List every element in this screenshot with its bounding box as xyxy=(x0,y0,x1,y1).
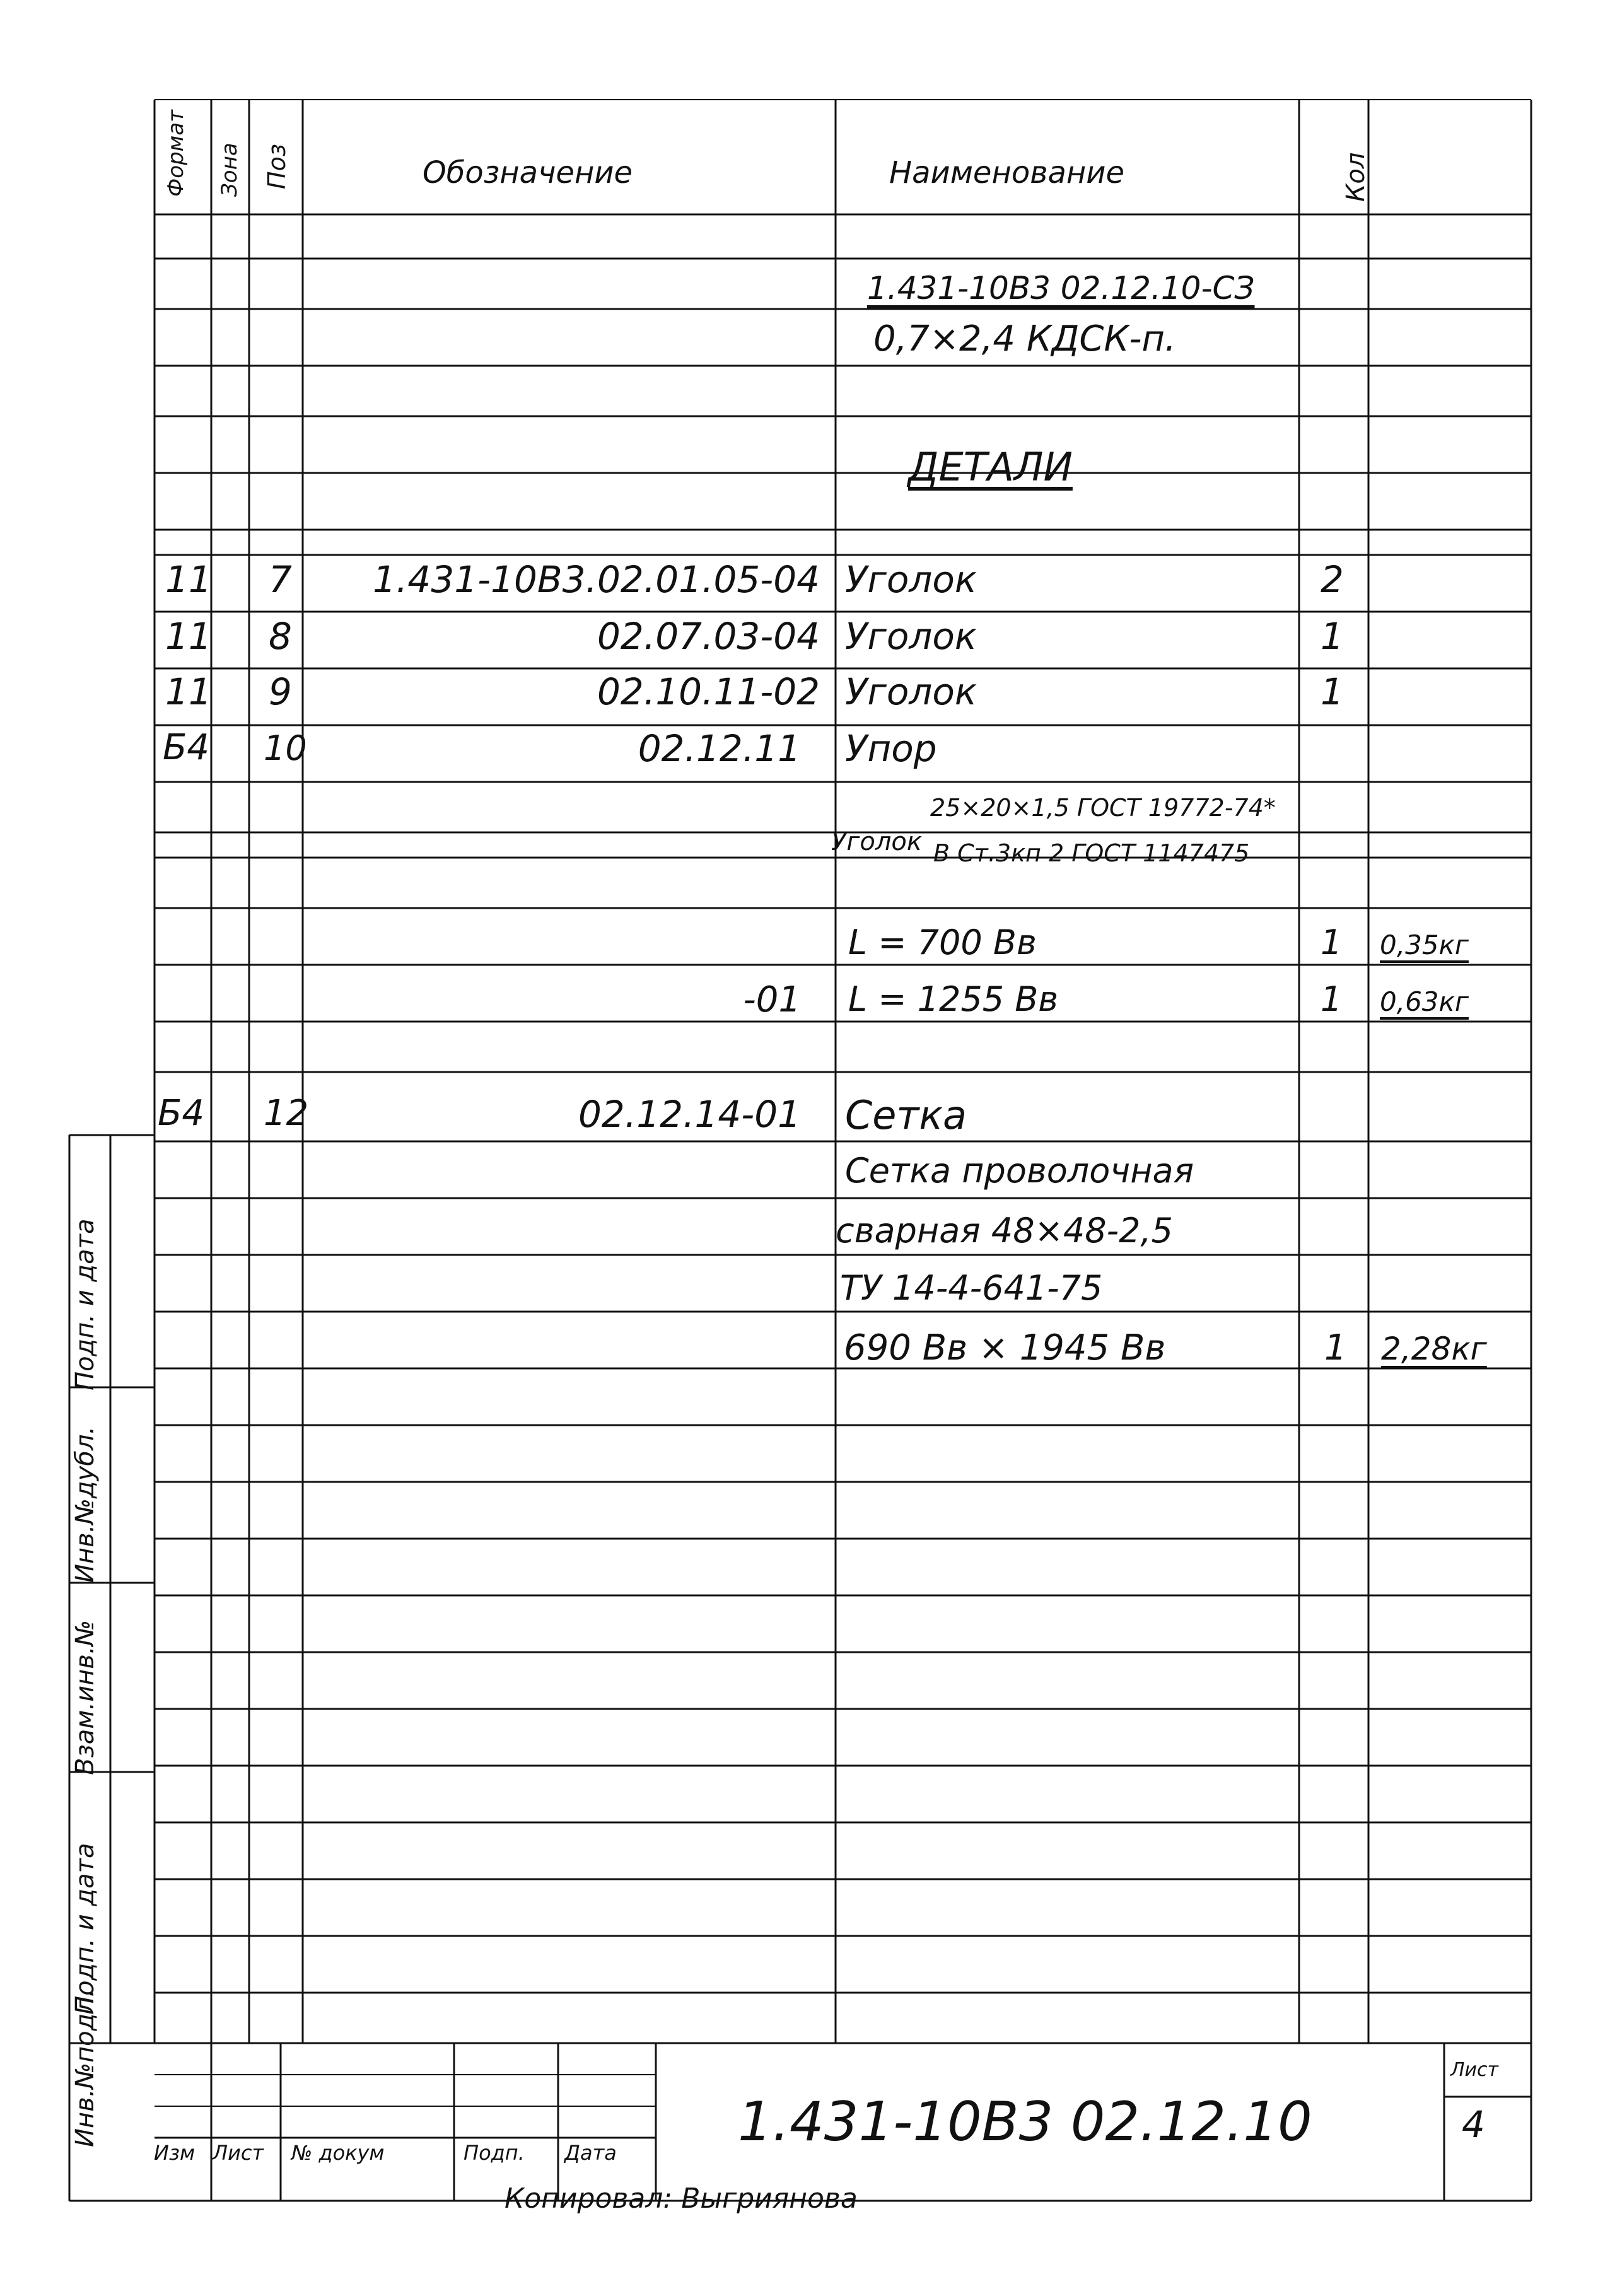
row-qty: 1 xyxy=(1321,670,1344,713)
row-designation: 02.12.11 xyxy=(638,727,801,770)
length-qty: 1 xyxy=(1321,923,1343,962)
tb-izm: Изм xyxy=(154,2141,195,2165)
row-pos: 8 xyxy=(269,615,292,658)
row-designation: 02.07.03-04 xyxy=(597,615,820,658)
tb-dokum: № докум xyxy=(291,2141,385,2165)
row-format: Б4 xyxy=(163,727,210,768)
stamp-podp-data-2: Подп. и дата xyxy=(71,1218,100,1390)
length-name: L = 700 Вв xyxy=(848,923,1037,962)
setka-line: ТУ 14-4-641-75 xyxy=(840,1268,1103,1308)
copied-by: Копировал: Выгрияновa xyxy=(504,2182,858,2215)
row-qty: 1 xyxy=(1321,615,1344,658)
setka-qty: 1 xyxy=(1324,1327,1347,1368)
section-heading: ДЕТАЛИ xyxy=(908,444,1073,490)
setka-designation: 02.12.14-01 xyxy=(578,1093,801,1136)
length-qty: 1 xyxy=(1321,979,1343,1019)
setka-size: 690 Вв × 1945 Вв xyxy=(844,1327,1166,1368)
row-format: 11 xyxy=(165,670,212,713)
row-format: 11 xyxy=(165,558,212,601)
header-format: Формат xyxy=(163,110,189,197)
header-zone: Зона xyxy=(217,143,242,197)
row-qty: 2 xyxy=(1321,558,1344,601)
setka-mass: 2,28кг xyxy=(1381,1331,1487,1367)
assembly-code: 1.431-10В3 02.12.10-СЗ xyxy=(867,270,1255,306)
tb-podp: Подп. xyxy=(464,2141,525,2165)
setka-line: Сетка проволочная xyxy=(845,1151,1194,1191)
stamp-inv-dubl: Инв.№дубл. xyxy=(71,1426,100,1583)
setka-format: Б4 xyxy=(158,1093,205,1134)
length-mass: 0,63кг xyxy=(1380,986,1469,1017)
setka-line: сварная 48×48-2,5 xyxy=(836,1211,1173,1250)
material-denominator: В Ст.3кп 2 ГОСТ 1147475 xyxy=(933,839,1250,867)
sheet-label: Лист xyxy=(1450,2059,1499,2081)
row-pos: 10 xyxy=(264,728,307,768)
row-name: Уголок xyxy=(845,615,977,658)
header-designation: Обозначение xyxy=(423,155,633,190)
row-name: Упор xyxy=(845,727,937,770)
row-designation: 1.431-10В3.02.01.05-04 xyxy=(373,558,820,601)
length-designation: -01 xyxy=(743,979,801,1020)
stamp-inv-podl: Инв.№подл. xyxy=(71,1989,100,2147)
sheet-number: 4 xyxy=(1462,2103,1485,2146)
length-name: L = 1255 Вв xyxy=(848,979,1059,1019)
row-designation: 02.10.11-02 xyxy=(597,670,820,713)
header-name: Наименование xyxy=(889,155,1125,190)
row-name: Уголок xyxy=(845,558,977,601)
stamp-vzam-inv: Взам.инв.№ xyxy=(71,1619,100,1775)
setka-pos: 12 xyxy=(264,1093,309,1134)
row-format: 11 xyxy=(165,615,212,658)
tb-list: Лист xyxy=(213,2141,264,2165)
header-pos: Поз xyxy=(263,143,291,189)
material-numerator: 25×20×1,5 ГОСТ 19772-74* xyxy=(930,794,1276,822)
row-pos: 7 xyxy=(269,558,292,601)
header-qty: Кол xyxy=(1341,152,1370,202)
setka-name: Сетка xyxy=(845,1092,967,1138)
row-name: Уголок xyxy=(845,670,977,713)
assembly-name: 0,7×2,4 КДСК-п. xyxy=(873,318,1176,359)
tb-data: Дата xyxy=(564,2141,617,2165)
stamp-podp-data: Подп. и дата xyxy=(71,1843,100,2015)
material-prefix: Уголок xyxy=(831,827,923,856)
row-pos: 9 xyxy=(269,670,292,713)
document-code: 1.431-10В3 02.12.10 xyxy=(738,2090,1312,2153)
length-mass: 0,35кг xyxy=(1380,929,1469,960)
